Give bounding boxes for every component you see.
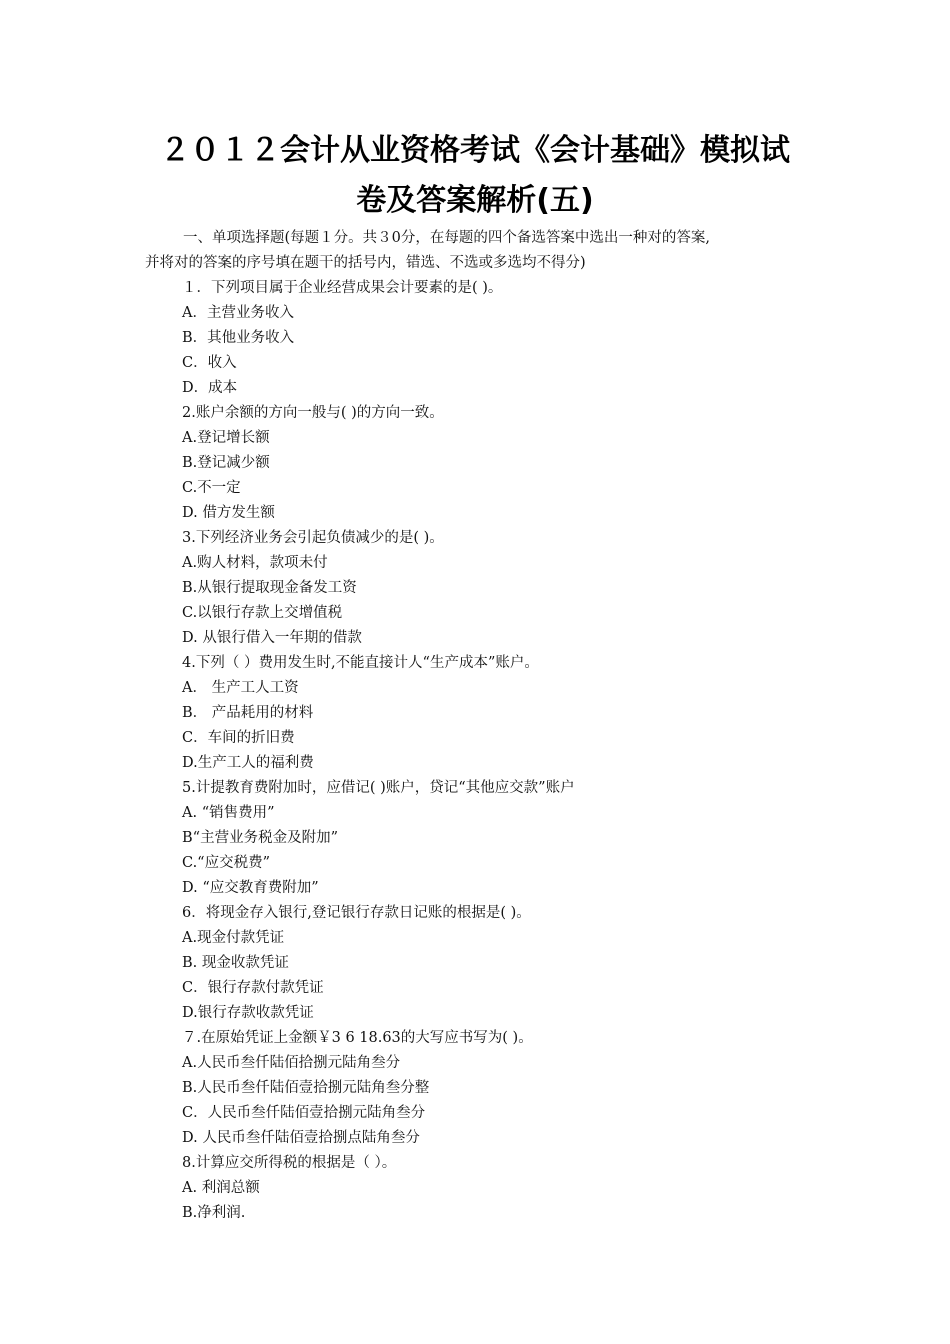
question-2: 2.账户余额的方向一般与( )的方向一致。 — [182, 405, 444, 421]
question-1-option-d: D．成本 — [182, 380, 238, 396]
question-3-option-a: A.购人材料，款项未付 — [182, 555, 328, 571]
question-2-option-b: B.登记减少额 — [182, 455, 270, 471]
question-4: 4.下列（ ）费用发生时,不能直接计人“生产成本”账户。 — [182, 655, 539, 671]
question-7-option-c: C．人民币叁仟陆佰壹拾捌元陆角叁分 — [182, 1105, 426, 1121]
question-3: 3.下列经济业务会引起负债减少的是( )。 — [182, 530, 444, 546]
question-6-option-d: D.银行存款收款凭证 — [182, 1005, 314, 1021]
question-5-option-a: A. “销售费用” — [182, 805, 275, 821]
question-8-option-b: B.净利润. — [182, 1205, 246, 1221]
question-1-option-b: B．其他业务收入 — [182, 330, 295, 346]
question-6: 6．将现金存入银行,登记银行存款日记账的根据是( )。 — [182, 905, 531, 921]
question-4-option-a: A． 生产工人工资 — [182, 680, 299, 696]
question-6-option-a: A.现金付款凭证 — [182, 930, 285, 946]
document-title-line-1: ２０１２会计从业资格考试《会计基础》模拟试 — [160, 133, 790, 168]
question-1: １．下列项目属于企业经营成果会计要素的是( )。 — [182, 280, 503, 296]
section-intro-line-2: 并将对的答案的序号填在题干的括号内，错选、不选或多选均不得分) — [145, 255, 586, 271]
question-2-option-d: D. 借方发生额 — [182, 505, 275, 521]
question-5-option-d: D. “应交教育费附加” — [182, 880, 319, 896]
question-3-option-c: C.以银行存款上交增值税 — [182, 605, 343, 621]
question-list — [182, 276, 822, 1226]
question-5: 5.计提教育费附加时，应借记( )账户，贷记“其他应交款”账户 — [182, 780, 575, 796]
document-title-line-2: 卷及答案解析(五) — [356, 183, 594, 218]
question-7-option-a: A.人民币叁仟陆佰拾捌元陆角叁分 — [182, 1055, 401, 1071]
question-3-option-b: B.从银行提取现金备发工资 — [182, 580, 357, 596]
section-intro-line-1: 一、单项选择题(每题１分。共３0分，在每题的四个备选答案中选出一种对的答案, — [183, 230, 710, 246]
question-2-option-a: A.登记增长额 — [182, 430, 270, 446]
question-4-option-c: C．车间的折旧费 — [182, 730, 295, 746]
question-7-option-d: D. 人民币叁仟陆佰壹拾捌点陆角叁分 — [182, 1130, 420, 1146]
question-5-option-b: B“主营业务税金及附加” — [182, 830, 338, 846]
question-8: 8.计算应交所得税的根据是（ ）。 — [182, 1155, 397, 1171]
question-2-option-c: C.不一定 — [182, 480, 241, 496]
question-6-option-b: B. 现金收款凭证 — [182, 955, 289, 971]
question-7-option-b: B.人民币叁仟陆佰壹拾捌元陆角叁分整 — [182, 1080, 430, 1096]
question-5-option-c: C.“应交税费” — [182, 855, 271, 871]
question-1-option-a: A．主营业务收入 — [182, 305, 294, 321]
question-6-option-c: C．银行存款付款凭证 — [182, 980, 324, 996]
question-4-option-d: D.生产工人的福利费 — [182, 755, 314, 771]
question-8-option-a: A. 利润总额 — [182, 1180, 260, 1196]
question-4-option-b: B． 产品耗用的材料 — [182, 705, 314, 721]
question-3-option-d: D. 从银行借入一年期的借款 — [182, 630, 362, 646]
question-7: ７.在原始凭证上金额￥3 6 18.63的大写应书写为( )。 — [182, 1030, 533, 1046]
question-1-option-c: C．收入 — [182, 355, 237, 371]
